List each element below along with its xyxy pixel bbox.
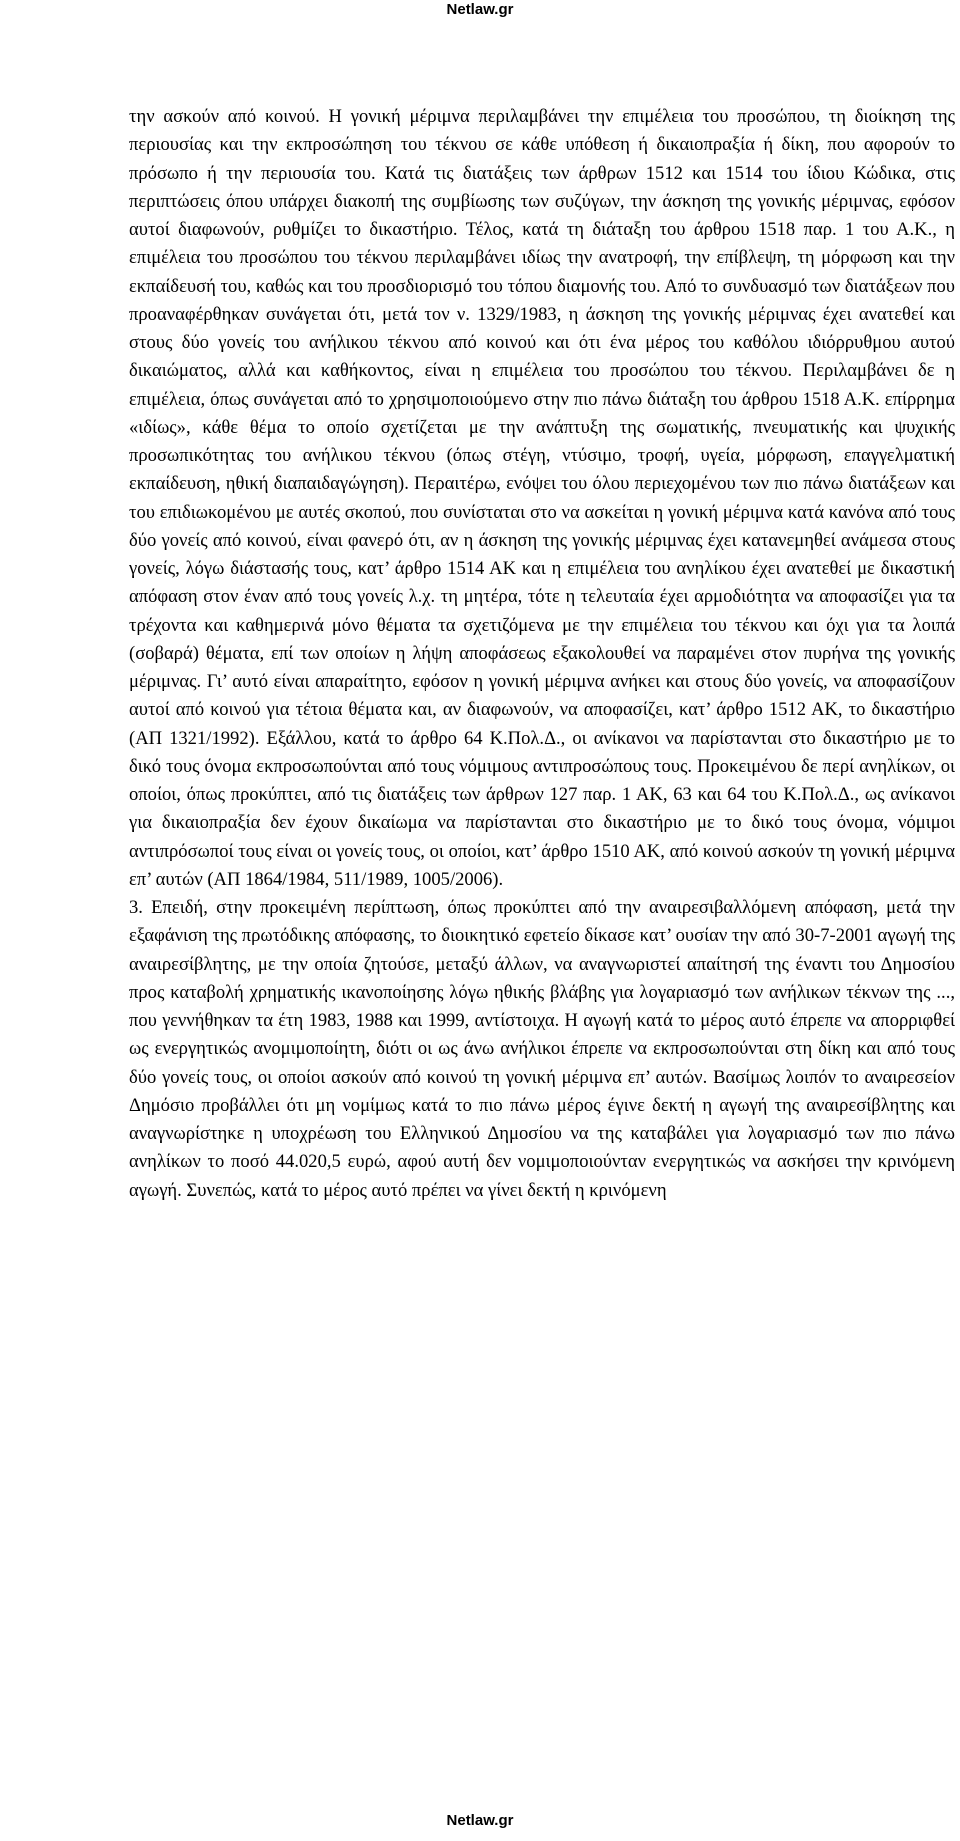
body-paragraph: την ασκούν από κοινού. Η γονική μέριμνα περιλαμβάνει την επιμέλεια του προσώπου, τη διοίκηση της περιουσίας και την εκπροσώπηση του τέκνου σε κάθε υπόθεση ή δικαιοπραξία ή δίκη, που αφορούν το πρόσωπο ή την περιουσία του. Κατά τις διατάξεις των άρθρων 1512 και 1514 του ίδιου Κώδικα, στις περιπτώσεις όπου υπάρχει διακοπή της συμβίωσης των συζύγων, την άσκηση της γονικής μέριμνας, εφόσον αυτοί διαφωνούν, ρυθμίζει το δικαστήριο. Τέλος, κατά τη διάταξη του άρθρου 1518 παρ. 1 του Α.Κ., η επιμέλεια του προσώπου του τέκνου περιλαμβάνει ιδίως την ανατροφή, την επίβλεψη, τη μόρφωση και την εκπαίδευσή του, καθώς και του προσδιορισμό του τόπου διαμονής του. Από το συνδυασμό των διατάξεων που προαναφέρθηκαν συνάγεται ότι, μετά τον ν. 1329/1983, η άσκηση της γονικής μέριμνας έχει ανατεθεί και στους δύο γονείς του ανήλικου τέκνου από κοινού και ότι ένα μέρος του καθόλου ιδιόρρυθμου αυτού δικαιώματος, αλλά και καθήκοντος, είναι η επιμέλεια του προσώπου του τέκνου. Περιλαμβάνει δε η επιμέλεια, όπως συνάγεται από το χρησιμοποιούμενο στην πιο πάνω διάταξη του άρθρου 1518 Α.Κ. επίρρημα «ιδίως», κάθε θέμα το οποίο σχετίζεται με την ανάπτυξη της σωματικής, πνευματικής και ψυχικής προσωπικότητας του ανήλικου τέκνου (όπως στέγη, ντύσιμο, τροφή, υγεία, μόρφωση, επαγγελματική εκπαίδευση, ηθική διαπαιδαγώγηση). Περαιτέρω, ενόψει του όλου περιεχομένου των πιο πάνω διατάξεων και του επιδιωκομένου με αυτές σκοπού, που συνίσταται στο να ασκείται η γονική μέριμνα κατά κανόνα από τους δύο γονείς από κοινού, είναι φανερό ότι, αν η άσκηση της γονικής μέριμνας έχει κατανεμηθεί ανάμεσα στους γονείς, λόγω διάστασής τους, κατ’ άρθρο 1514 ΑΚ και η επιμέλεια του ανηλίκου έχει ανατεθεί με δικαστική απόφαση στον έναν από τους γονείς λ.χ. τη μητέρα, τότε η τελευταία έχει αρμοδιότητα να αποφασίζει για τα τρέχοντα και καθημερινά μόνο θέματα τα σχετιζόμενα με την επιμέλεια του τέκνου και όχι για τα λοιπά (σοβαρά) θέματα, επί των οποίων η λήψη αποφάσεως εξακολουθεί να παραμένει στον πυρήνα της γονικής μέριμνας. Γι’ αυτό είναι απαραίτητο, εφόσον η γονική μέριμνα ανήκει και στους δύο γονείς, να αποφασίζουν αυτοί από κοινού για τέτοια θέματα και, αν διαφωνούν, να αποφασίζει, κατ’ άρθρο 1512 ΑΚ, το δικαστήριο (ΑΠ 1321/1992). Εξάλλου, κατά το άρθρο 64 Κ.Πολ.Δ., οι ανίκανοι να παρίστανται στο δικαστήριο με το δικό τους όνομα εκπροσωπούνται από τους νόμιμους αντιπροσώπους τους. Προκειμένου δε περί ανηλίκων, οι οποίοι, όπως προκύπτει, από τις διατάξεις των άρθρων 127 παρ. 1 ΑΚ, 63 και 64 του Κ.Πολ.Δ., ως ανίκανοι για δικαιοπραξία δεν έχουν δικαίωμα να παρίστανται στο δικαστήριο με το δικό τους όνομα, νόμιμοι αντιπρόσωποί τους είναι οι γονείς τους, οι οποίοι, κατ’ άρθρο 1510 ΑΚ, από κοινού ασκούν τη γονική μέριμνα επ’ αυτών (ΑΠ 1864/1984, 511/1989, 1005/2006). — [129, 106, 955, 890]
body-paragraph-section-3: 3. Επειδή, στην προκειμένη περίπτωση, όπως προκύπτει από την αναιρεσιβαλλόμενη απόφαση, μετά την εξαφάνιση της πρωτόδικης απόφασης, το διοικητικό εφετείο δίκασε κατ’ ουσίαν την από 30-7-2001 αγωγή της αναιρεσίβλητης, με την οποία ζητούσε, μεταξύ άλλων, να αναγνωριστεί απαίτησή της έναντι του Δημοσίου προς καταβολή χρηματικής ικανοποίησης λόγω ηθικής βλάβης για λογαριασμό των ανήλικων τέκνων της ..., που γεννήθηκαν τα έτη 1983, 1988 και 1999, αντίστοιχα. Η αγωγή κατά το μέρος αυτό έπρεπε να απορριφθεί ως ενεργητικώς ανομιμοποίητη, διότι οι ως άνω ανήλικοι έπρεπε να εκπροσωπούνται στη δίκη και από τους δύο γονείς τους, οι οποίοι ασκούν από κοινού τη γονική μέριμνα επ’ αυτών. Βασίμως λοιπόν το αναιρεσείον Δημόσιο προβάλλει ότι μη νομίμως κατά το πιο πάνω μέρος έγινε δεκτή η αγωγή της αναιρεσίβλητης και αναγνωρίστηκε η υποχρέωση του Ελληνικού Δημοσίου να της καταβάλει για λογαριασμό των πιο πάνω ανηλίκων το ποσό 44.020,5 ευρώ, αφού αυτή δεν νομιμοποιούνταν ενεργητικώς να ασκήσει την κρινόμενη αγωγή. Συνεπώς, κατά το μέρος αυτό πρέπει να γίνει δεκτή η κρινόμενη — [129, 897, 955, 1201]
document-body — [129, 103, 955, 1205]
header-site-label: Netlaw.gr — [446, 1, 514, 18]
footer-site-label: Netlaw.gr — [446, 1812, 514, 1829]
